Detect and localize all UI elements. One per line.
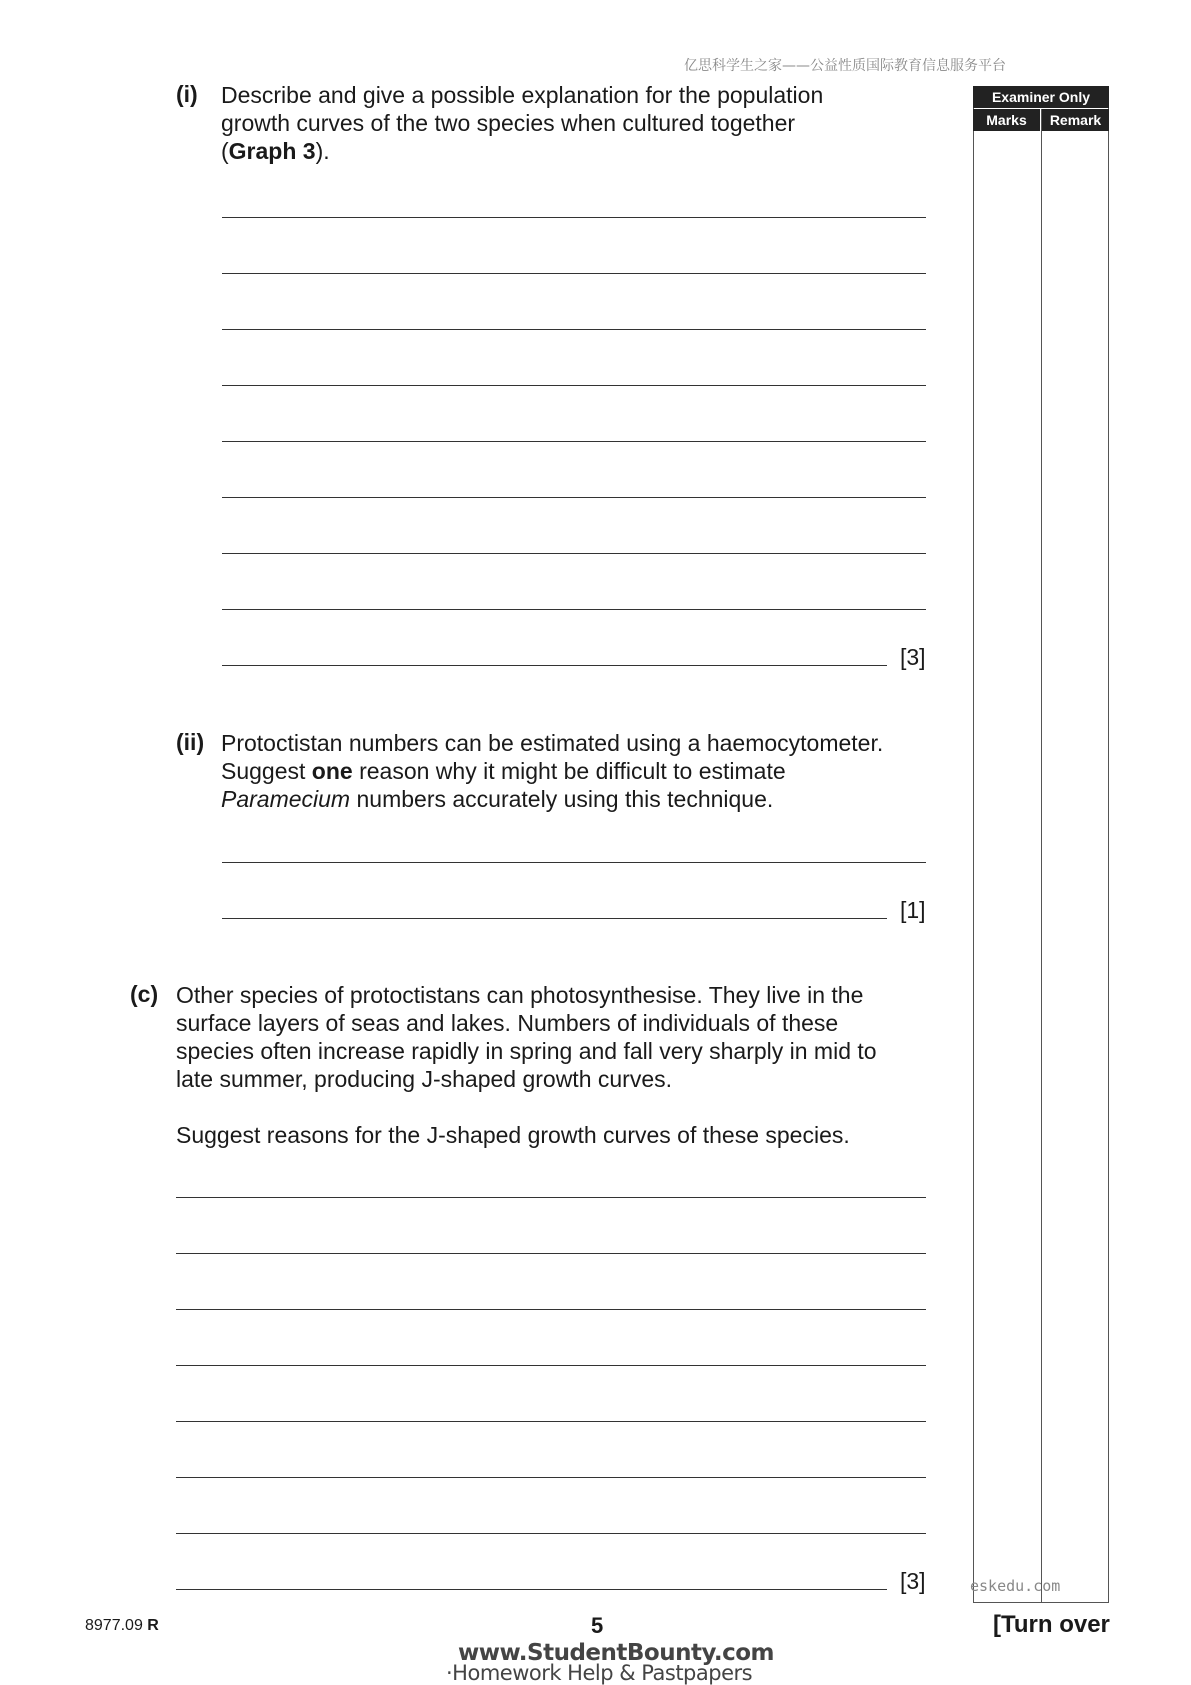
answer-line[interactable] (176, 1365, 926, 1366)
paper-code: 8977.09 R (85, 1617, 159, 1634)
examiner-only-header: Examiner Only (973, 86, 1109, 108)
question-c-label: (c) (130, 981, 159, 1007)
marks-column-header: Marks (973, 109, 1040, 131)
answer-line[interactable] (222, 862, 926, 863)
answer-line[interactable] (222, 609, 926, 610)
question-i-text: Describe and give a possible explanation for the population growth curves of the two species when cultured together (Graph 3). (221, 82, 824, 164)
question-c-marks: [3] (900, 1568, 926, 1594)
question-c-text: Other species of protoctistans can photosynthesise. They live in the surface layers of seas and lakes. Numbers of individuals of these species often increase rapidly in spring and fall very sharply in mid to late summer, producing J-shaped growth curves. (176, 982, 877, 1092)
answer-line[interactable] (222, 385, 926, 386)
header-watermark: 亿思科学生之家——公益性质国际教育信息服务平台 (684, 58, 1006, 74)
answer-line[interactable] (222, 217, 926, 218)
turn-over-label: [Turn over (993, 1611, 1110, 1638)
answer-line[interactable] (222, 665, 887, 666)
answer-line[interactable] (176, 1533, 926, 1534)
answer-line[interactable] (176, 1197, 926, 1198)
answer-line[interactable] (176, 1421, 926, 1422)
answer-line[interactable] (222, 553, 926, 554)
answer-line[interactable] (176, 1309, 926, 1310)
answer-line[interactable] (176, 1477, 926, 1478)
corner-watermark: eskedu.com (970, 1577, 1061, 1595)
examiner-column-divider (1041, 109, 1042, 1603)
answer-line[interactable] (222, 918, 887, 919)
question-i-marks: [3] (900, 644, 926, 670)
studentbounty-tagline: ·Homework Help & Pastpapers (446, 1661, 753, 1685)
remark-column-header: Remark (1042, 109, 1109, 131)
question-ii-label: (ii) (176, 729, 205, 755)
answer-line[interactable] (176, 1253, 926, 1254)
question-ii-marks: [1] (900, 897, 926, 923)
question-c-prompt: Suggest reasons for the J-shaped growth curves of these species. (176, 1122, 850, 1148)
answer-line[interactable] (176, 1589, 887, 1590)
studentbounty-url[interactable]: www.StudentBounty.com (458, 1640, 774, 1666)
answer-line[interactable] (222, 441, 926, 442)
answer-line[interactable] (222, 329, 926, 330)
question-ii-text: Protoctistan numbers can be estimated using a haemocytometer. Suggest one reason why it might be difficult to estimate Paramecium numbers accurately using this technique. (221, 730, 884, 812)
answer-line[interactable] (222, 273, 926, 274)
answer-line[interactable] (222, 497, 926, 498)
page-number: 5 (591, 1613, 604, 1638)
question-i-label: (i) (176, 81, 198, 107)
